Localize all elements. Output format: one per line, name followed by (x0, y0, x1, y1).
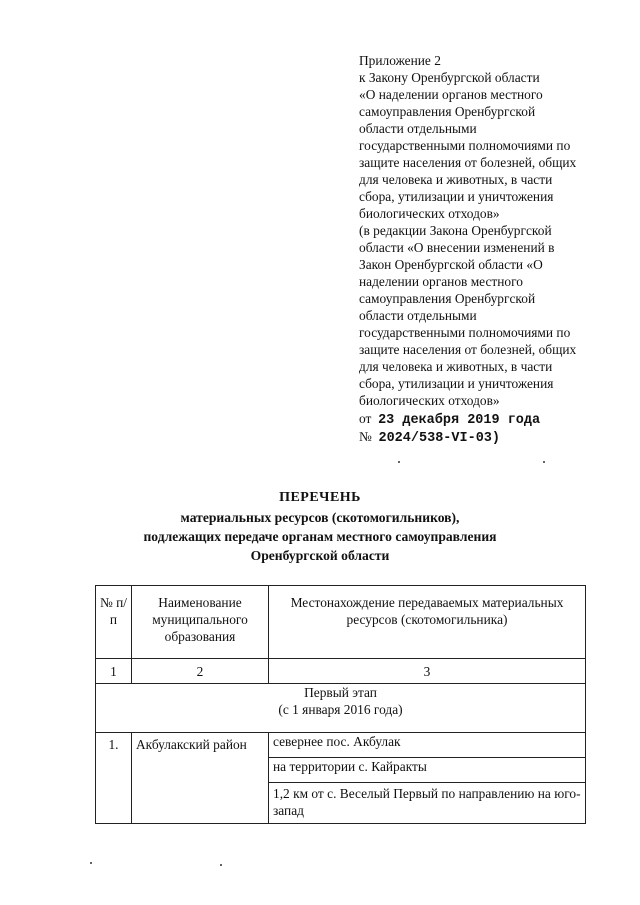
header-line: государственными полномочиями по (359, 325, 571, 340)
header-line: области отдельными (359, 121, 477, 136)
scan-speck (543, 461, 545, 463)
entry-number: 1. (96, 733, 132, 824)
stage-title: Первый этап (304, 685, 377, 700)
table-header-row (96, 586, 586, 659)
scan-speck (220, 864, 222, 866)
header-line: самоуправления Оренбургской (359, 291, 536, 306)
title-line: Оренбургской области (250, 548, 390, 563)
header-line: биологических отходов» (359, 206, 500, 221)
header-line: защите населения от болезней, общих (359, 342, 577, 357)
stage-cell (96, 684, 586, 733)
scan-speck (398, 461, 400, 463)
law-number (359, 428, 500, 447)
header-line: сбора, утилизации и уничтожения (359, 376, 554, 391)
header-line: защите населения от болезней, общих (359, 155, 577, 170)
stage-subtitle: (с 1 января 2016 года) (278, 702, 403, 717)
entry-location: севернее пос. Акбулак (269, 733, 586, 758)
header-name: Наименование муниципального образования (132, 586, 269, 659)
scan-speck (90, 862, 92, 864)
entry-location: 1,2 км от с. Веселый Первый по направлению на юго-запад (269, 783, 586, 824)
header-line: области отдельными (359, 308, 477, 323)
document-title: ПЕРЕЧЕНЬ (279, 490, 361, 505)
header-line: сбора, утилизации и уничтожения (359, 189, 554, 204)
header-line: наделении органов местного (359, 274, 523, 289)
header-line: «О наделении органов местного (359, 87, 543, 102)
column-number-row (96, 659, 586, 684)
law-date (359, 410, 540, 429)
number-prefix: № (359, 429, 372, 444)
column-number: 3 (269, 659, 586, 684)
table-row (96, 733, 586, 758)
date-prefix: от (359, 411, 372, 426)
date-value: 23 декабря 2019 года (378, 413, 541, 428)
header-num: № п/п (96, 586, 132, 659)
header-line: к Закону Оренбургской области (359, 70, 540, 85)
title-line: материальных ресурсов (скотомогильников), (180, 510, 460, 525)
header-line: биологических отходов» (359, 393, 500, 408)
header-line: области «О внесении изменений в (359, 240, 555, 255)
header-line: для человека и животных, в части (359, 172, 553, 187)
header-line: (в редакции Закона Оренбургской (359, 223, 552, 238)
entry-district: Акбулакский район (132, 733, 269, 824)
entry-location: на территории с. Кайракты (269, 758, 586, 783)
stage-row (96, 684, 586, 733)
number-value: 2024/538-VI-03) (378, 431, 501, 446)
header-line: Закон Оренбургской области «О (359, 257, 543, 272)
header-location: Местонахождение передаваемых материальных ресурсов (скотомогильника) (269, 586, 586, 659)
resources-table (95, 585, 586, 824)
column-number: 1 (96, 659, 132, 684)
header-line: самоуправления Оренбургской (359, 104, 536, 119)
title-line: подлежащих передаче органам местного самоуправления (143, 529, 497, 544)
column-number: 2 (132, 659, 269, 684)
header-line: для человека и животных, в части (359, 359, 553, 374)
header-line: государственными полномочиями по (359, 138, 571, 153)
header-line: Приложение 2 (359, 53, 441, 68)
